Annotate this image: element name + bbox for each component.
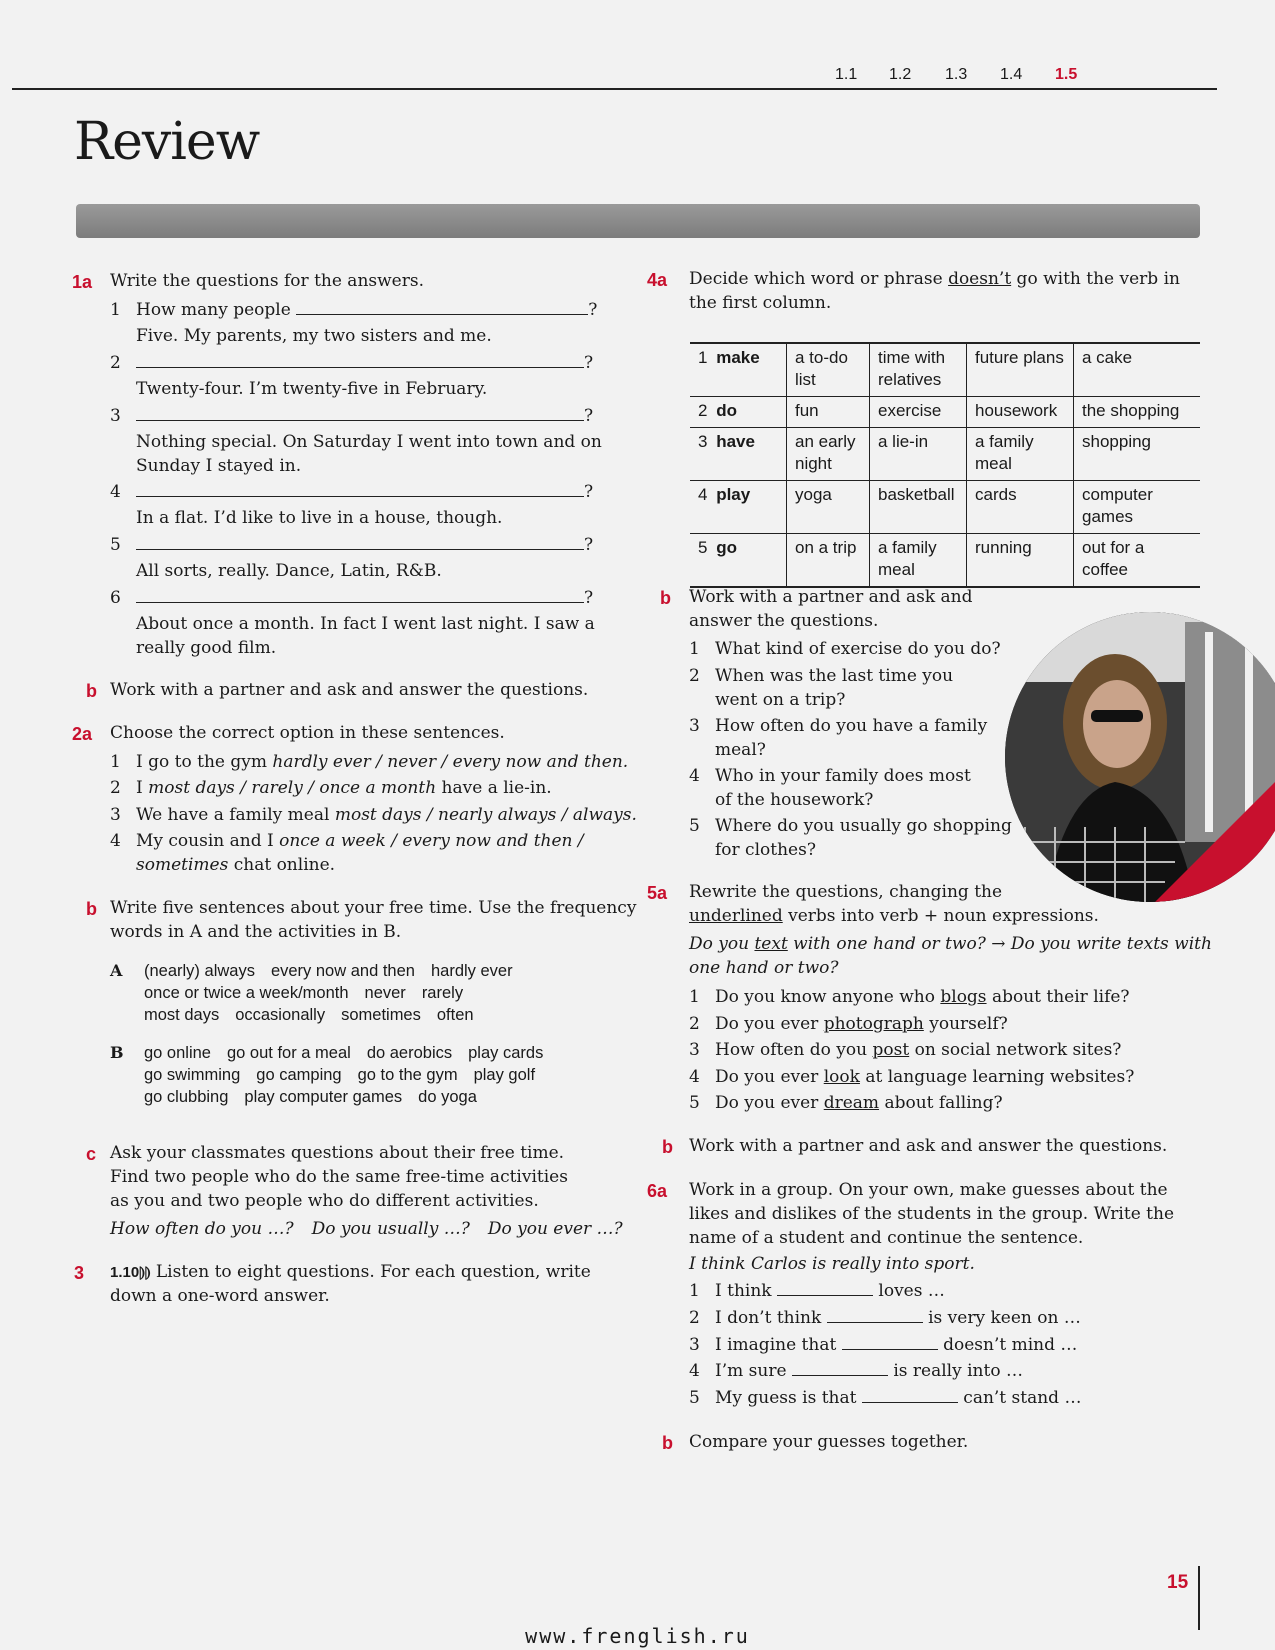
- ex-4b-item-2: 2 When was the last time you: [689, 666, 954, 686]
- ex-6a-item-5: 5 My guess is that can’t stand …: [689, 1388, 1082, 1408]
- nav-1-4: 1.4: [1000, 66, 1023, 83]
- ex-5a-item-4: 4 Do you ever look at language learning websites?: [689, 1067, 1135, 1087]
- nav-1-3: 1.3: [945, 66, 968, 83]
- name-blank[interactable]: [862, 1386, 958, 1403]
- ex-4a-line2: the first column.: [689, 293, 832, 313]
- ex-4b-item-1: 1 What kind of exercise do you do?: [689, 639, 1001, 659]
- ex-2a-instruction: Choose the correct option in these sentences.: [110, 723, 505, 743]
- ex-6a-line2: likes and dislikes of the students in the group. Write the: [689, 1204, 1174, 1224]
- verb-collocation-table: [690, 342, 1200, 588]
- ex-1a-number: 1a: [72, 272, 93, 292]
- word-box-a: A (nearly) always every now and then hardly ever once or twice a week/month never rarely most days occasionally sometimes often: [110, 961, 513, 1024]
- ex-6a-line3: name of a student and continue the sentence.: [689, 1228, 1084, 1248]
- ex-1b-instruction: Work with a partner and ask and answer the questions.: [110, 680, 589, 700]
- nav-1-2: 1.2: [889, 66, 912, 83]
- ex-4b-item-3: 3 How often do you have a family: [689, 716, 988, 736]
- name-blank[interactable]: [842, 1333, 938, 1350]
- ex-1a-answer-6-line2: really good film.: [136, 638, 277, 658]
- ex-6a-item-3: 3 I imagine that doesn’t mind …: [689, 1335, 1078, 1355]
- ex-5a-line2: underlined verbs into verb + noun expressions.: [689, 906, 1099, 926]
- ex-1a-answer-5: All sorts, really. Dance, Latin, R&B.: [136, 561, 442, 581]
- ex-4b-item-5-line2: for clothes?: [715, 840, 816, 860]
- ex-1a-item-1: 1 How many people ?: [110, 300, 598, 320]
- ex-1a-answer-1: Five. My parents, my two sisters and me.: [136, 326, 492, 346]
- shopper-photo: [1005, 612, 1275, 902]
- ex-2a-item-4: 4 My cousin and I once a week / every now and then /: [110, 831, 584, 851]
- ex-6b-instruction: Compare your guesses together.: [689, 1432, 969, 1452]
- answer-blank[interactable]: [136, 586, 584, 603]
- ex-2c-examples: How often do you …? Do you usually …? Do you ever …?: [110, 1219, 623, 1239]
- ex-1a-item-3: 3 ?: [110, 406, 594, 426]
- title-banner: [76, 204, 1200, 238]
- ex-1a-answer-6-line1: About once a month. In fact I went last night. I saw a: [136, 614, 595, 634]
- ex-1a-item-2: 2 ?: [110, 353, 594, 373]
- ex-5a-item-5: 5 Do you ever dream about falling?: [689, 1093, 1003, 1113]
- ex-2c-line2: Find two people who do the same free-time activities: [110, 1167, 568, 1187]
- table-row: 2 do fun exercise housework the shopping: [690, 397, 1200, 428]
- page-number-rule: [1198, 1566, 1200, 1630]
- ex-1a-item-5: 5 ?: [110, 535, 594, 555]
- ex-5a-item-1: 1 Do you know anyone who blogs about their life?: [689, 987, 1130, 1007]
- ex-6a-item-2: 2 I don’t think is very keen on …: [689, 1308, 1081, 1328]
- ex-1a-item-4: 4 ?: [110, 482, 594, 502]
- name-blank[interactable]: [827, 1306, 923, 1323]
- ex-4b-item-3-line2: meal?: [715, 740, 766, 760]
- ex-5a-item-2: 2 Do you ever photograph yourself?: [689, 1014, 1008, 1034]
- audio-icon[interactable]: ⦈⦈: [139, 1263, 151, 1281]
- ex-1a-answer-3-line2: Sunday I stayed in.: [136, 456, 302, 476]
- ex-5b-instruction: Work with a partner and ask and answer the questions.: [689, 1136, 1168, 1156]
- photo-illustration: [1005, 612, 1275, 902]
- table-row: 5 go on a trip a family meal running out for a coffee: [690, 534, 1200, 588]
- ex-2a-item-4-line2: sometimes chat online.: [136, 855, 336, 875]
- ex-4b-item-4-line2: of the housework?: [715, 790, 874, 810]
- ex-1a-answer-3-line1: Nothing special. On Saturday I went into town and on: [136, 432, 602, 452]
- ex-4b-item-2-line2: went on a trip?: [715, 690, 846, 710]
- ex-2b-instruction-line2: words in A and the activities in B.: [110, 922, 402, 942]
- page-title: Review: [74, 112, 260, 172]
- ex-5a-number: 5a: [647, 883, 668, 903]
- ex-3-line1: 1.10⦈⦈ Listen to eight questions. For each question, write: [110, 1262, 591, 1282]
- ex-4b-number: b: [660, 588, 671, 608]
- ex-5a-example-line2: one hand or two?: [689, 958, 839, 978]
- answer-blank[interactable]: [296, 298, 588, 315]
- word-box-b: B go online go out for a meal do aerobics play cards go swimming go camping go to the gym play golf go clubbing play computer games do yoga: [110, 1043, 544, 1106]
- ex-4b-item-5: 5 Where do you usually go shopping: [689, 816, 1012, 836]
- track-number: 1.10: [110, 1264, 140, 1281]
- answer-blank[interactable]: [136, 351, 584, 368]
- page-number: 15: [1167, 1572, 1189, 1593]
- ex-1a-answer-4: In a flat. I’d like to live in a house, though.: [136, 508, 503, 528]
- ex-1b-number: b: [86, 681, 97, 701]
- ex-6a-example: I think Carlos is really into sport.: [689, 1254, 975, 1274]
- word-box-b-label: B: [110, 1043, 124, 1062]
- ex-5b-number: b: [662, 1137, 673, 1157]
- answer-blank[interactable]: [136, 404, 584, 421]
- name-blank[interactable]: [792, 1359, 888, 1376]
- answer-blank[interactable]: [136, 533, 584, 550]
- ex-2b-number: b: [86, 899, 97, 919]
- ex-2a-number: 2a: [72, 724, 93, 744]
- table-row: 1 make a to-do list time with relatives future plans a cake: [690, 343, 1200, 397]
- ex-5a-line1: Rewrite the questions, changing the: [689, 882, 1003, 902]
- ex-1a-item-6: 6 ?: [110, 588, 594, 608]
- ex-5a-example-line1: Do you text with one hand or two? → Do you write texts with: [689, 934, 1212, 954]
- header-rule: [12, 88, 1217, 90]
- ex-2c-line3: as you and two people who do different activities.: [110, 1191, 539, 1211]
- ex-5a-item-3: 3 How often do you post on social network sites?: [689, 1040, 1122, 1060]
- word-box-a-label: A: [110, 961, 123, 980]
- ex-2a-item-3: 3 We have a family meal most days / nearly always / always.: [110, 805, 637, 825]
- ex-4b-line1: Work with a partner and ask and: [689, 587, 973, 607]
- ex-2b-instruction-line1: Write five sentences about your free time. Use the frequency: [110, 898, 637, 918]
- ex-1a-instruction: Write the questions for the answers.: [110, 271, 424, 291]
- ex-2c-line1: Ask your classmates questions about their free time.: [110, 1143, 565, 1163]
- footer-url: www.frenglish.ru: [525, 1624, 750, 1648]
- ex-3-line2: down a one-word answer.: [110, 1286, 330, 1306]
- ex-3-number: 3: [74, 1263, 85, 1283]
- ex-6a-item-4: 4 I’m sure is really into …: [689, 1361, 1023, 1381]
- ex-4b-item-4: 4 Who in your family does most: [689, 766, 971, 786]
- ex-6a-item-1: 1 I think loves …: [689, 1281, 945, 1301]
- ex-2c-number: c: [86, 1144, 97, 1164]
- nav-1-1: 1.1: [835, 66, 858, 83]
- name-blank[interactable]: [777, 1279, 873, 1296]
- ex-2a-item-1: 1 I go to the gym hardly ever / never / every now and then.: [110, 752, 629, 772]
- ex-6b-number: b: [662, 1433, 673, 1453]
- table-row: 3 have an early night a lie-in a family meal shopping: [690, 428, 1200, 481]
- ex-4b-line2: answer the questions.: [689, 611, 879, 631]
- table-row: 4 play yoga basketball cards computer games: [690, 481, 1200, 534]
- ex-4a-line1: Decide which word or phrase doesn’t go with the verb in: [689, 269, 1180, 289]
- ex-1a-answer-2: Twenty-four. I’m twenty-five in February.: [136, 379, 488, 399]
- ex-6a-number: 6a: [647, 1181, 668, 1201]
- ex-6a-line1: Work in a group. On your own, make guesses about the: [689, 1180, 1168, 1200]
- ex-2a-item-2: 2 I most days / rarely / once a month have a lie-in.: [110, 778, 552, 798]
- ex-4a-number: 4a: [647, 270, 668, 290]
- answer-blank[interactable]: [136, 480, 584, 497]
- nav-1-5-active: 1.5: [1055, 66, 1078, 83]
